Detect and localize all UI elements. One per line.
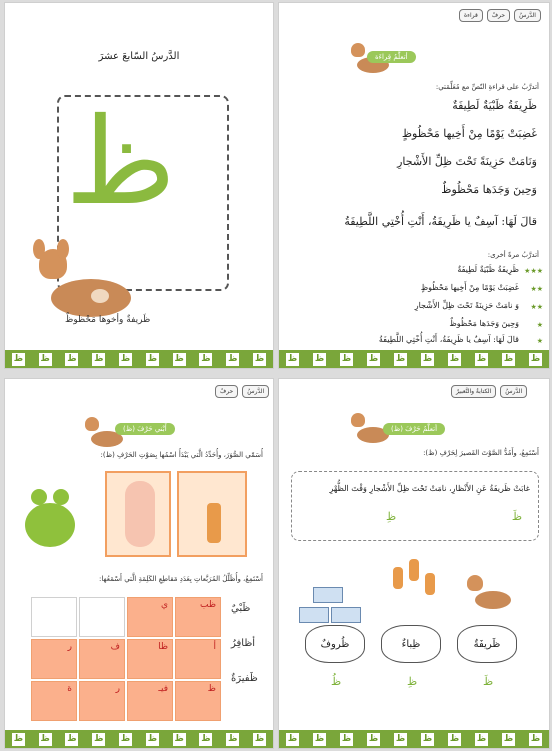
word: ظَفيرَةٌ — [231, 673, 258, 684]
tab[interactable]: الدَّرسُ — [500, 385, 527, 398]
stars: ★ — [536, 321, 543, 329]
grid-cell[interactable]: ي — [127, 597, 173, 637]
footer-strip — [5, 350, 273, 368]
strip-letter: ظ — [314, 354, 325, 364]
strip-letter: ظ — [449, 354, 460, 364]
sentence-box — [291, 471, 539, 541]
sentence-letter: ظِ — [386, 510, 397, 523]
header-tabs — [215, 385, 269, 398]
instruction: أَسْتَمِعُ، وأَمُدُّ الصَّوْتَ القَصيرَ لِحَرْفِ (ظ): — [423, 449, 539, 457]
footer-strip — [279, 350, 549, 368]
caption: ظَريفةٌ وأخوها مَحْظوظٌ — [65, 315, 151, 325]
strip-letter: ظ — [395, 354, 406, 364]
stars: ★ — [536, 337, 543, 345]
strip-letter: ظ — [40, 354, 50, 364]
strip-letter: ظ — [201, 734, 211, 744]
header-tabs — [459, 9, 541, 22]
page-top-right — [278, 2, 550, 369]
instruction: أُسَمّي الصُّوَرَ، وأُحَدِّدُ الَّتي يَبْدَأُ اسْمُها بِصَوْتِ الحَرْفِ (ظ): — [100, 451, 263, 459]
grid-cell[interactable]: ف — [79, 639, 125, 679]
word-list — [231, 603, 258, 684]
deer-icon — [31, 239, 131, 319]
grid-cell[interactable] — [31, 597, 77, 637]
tab[interactable]: الدَّرسُ — [242, 385, 269, 398]
word: أظافِرُ — [231, 638, 256, 649]
text-line: ظَرِيفَةُ ظَبْيَةٌ لَطِيفَةٌ — [452, 99, 537, 112]
stars: ★★★ — [524, 267, 543, 275]
strip-letter: ظ — [422, 354, 433, 364]
section-badge: أَبْني حَرْفَ (ظ) — [115, 423, 175, 435]
strip-letter: ظ — [368, 734, 379, 744]
text-line: غَضِبَتْ يَوْمًا مِنْ أَخِيها مَحْظُوظٍ — [401, 127, 537, 140]
strip-letter: ظ — [254, 354, 265, 364]
strip-letter: ظ — [254, 734, 265, 744]
stars: ★★ — [530, 303, 543, 311]
strip-letter: ظ — [228, 734, 238, 744]
strip-letter: ظ — [147, 734, 158, 744]
cloud-letter: ظُ — [331, 675, 342, 688]
word-cloud[interactable]: ظَريفَةٌ — [457, 625, 517, 663]
strip-letter: ظ — [530, 734, 541, 744]
grid-cell[interactable]: أ — [175, 639, 221, 679]
text-line: وَحِينَ وَجَدَها مَحْظُوظٌ — [441, 183, 537, 196]
strip-letter: ظ — [120, 734, 131, 744]
page-bottom-right — [278, 378, 550, 749]
strip-letter: ظ — [94, 354, 104, 364]
sentence-letter: ظَ — [511, 510, 522, 523]
tab[interactable]: حرفُ — [487, 9, 510, 22]
word-cloud[interactable]: ظُروفٌ — [305, 625, 365, 663]
syllable-grid — [31, 597, 221, 721]
strip-letter: ظ — [287, 354, 298, 364]
grid-cell[interactable]: ظا — [127, 639, 173, 679]
strip-letter: ظ — [476, 354, 487, 364]
instruction: أتدرَّبُ على قراءةِ النّصِّ مع مُعَلِّمَتي: — [435, 83, 539, 91]
word: ظَبْيٌ — [231, 603, 251, 614]
grid-cell[interactable]: ظب — [175, 597, 221, 637]
footer-strip — [279, 730, 549, 748]
footer-strip — [5, 730, 273, 748]
strip-letter: ظ — [174, 354, 184, 364]
strip-letter: ظ — [341, 734, 352, 744]
text-line: وَ نامَتْ حَزِينَةً تَحْتَ ظِلِّ الأَشْجارِ — [414, 301, 519, 310]
big-letter: ظ — [65, 93, 176, 232]
sentence: غابَتْ ظَريفَةُ عَنِ الأَنْظارِ، نامَتْ تَحْتَ ظِلِّ الأَشْجارِ وَقْتَ الظُّهْرِ — [329, 484, 530, 493]
strip-letter: ظ — [395, 734, 406, 744]
strip-letter: ظ — [174, 734, 184, 744]
strip-letter: ظ — [449, 734, 460, 744]
strip-letter: ظ — [67, 354, 77, 364]
gazelle-icon — [383, 559, 443, 623]
section-badge: أتعلَّمُ قِراءَة — [367, 51, 416, 63]
text-line: ظَرِيفَةُ ظَبْيَةٌ لَطِيفَةٌ — [457, 265, 519, 274]
text-line: وَنَامَتْ حَزِينَةً تَحْتَ ظِلِّ الأَشْجارِ — [397, 155, 537, 168]
tab[interactable]: الكتابةُ والتَّعبيرُ — [451, 385, 496, 398]
strip-letter: ظ — [201, 354, 211, 364]
grid-cell[interactable]: ظ — [175, 681, 221, 721]
strip-letter: ظ — [147, 354, 158, 364]
strip-letter: ظ — [503, 354, 514, 364]
tab[interactable]: قراءة — [459, 9, 483, 22]
strip-letter: ظ — [368, 354, 379, 364]
header-tabs — [451, 385, 527, 398]
tab[interactable]: حرفُ — [215, 385, 238, 398]
page-top-left — [4, 2, 274, 369]
deer-icon — [465, 571, 511, 611]
gazelle-icon[interactable] — [177, 471, 247, 557]
strip-letter: ظ — [67, 734, 77, 744]
page-bottom-left — [4, 378, 274, 749]
text-line: غَضِبَتْ يَوْمًا مِنْ أَخِيها مَحْظُوظٍ — [420, 283, 519, 292]
strip-letter: ظ — [503, 734, 514, 744]
strip-letter: ظ — [13, 354, 24, 364]
strip-letter: ظ — [228, 354, 238, 364]
strip-letter: ظ — [314, 734, 325, 744]
cloud-letter: ظَ — [483, 675, 494, 688]
instruction: أَسْتَمِعُ، وأُظَلِّلُ المُرَبَّعاتِ بِعَدَدِ مَقاطِعِ الكَلِمَةِ الَّتي أَسْمَعُها: — [99, 575, 263, 583]
section-badge: أتعلَّمُ حَرْفَ (ظ) — [383, 423, 445, 435]
strip-letter: ظ — [40, 734, 50, 744]
text-line: وَحِينَ وَجَدَها مَحْظُوظٌ — [449, 319, 519, 328]
frog-icon[interactable] — [19, 483, 81, 553]
strip-letter: ظ — [287, 734, 298, 744]
grid-cell[interactable]: ر — [31, 639, 77, 679]
tab[interactable]: الدَّرسُ — [514, 9, 541, 22]
strip-letter: ظ — [120, 354, 131, 364]
lesson-title: الدَّرسُ السّابعَ عشرَ — [98, 51, 180, 62]
text-line: قالَ لَهَا: آسِفٌ يا ظَرِيفَةُ، أَنْتِ أُخْتِي اللَّطِيفَةُ — [378, 335, 519, 344]
strip-letter: ظ — [341, 354, 352, 364]
strip-letter: ظ — [94, 734, 104, 744]
stars: ★★ — [530, 285, 543, 293]
grid-cell[interactable] — [79, 597, 125, 637]
grid-cell[interactable]: فيـ — [127, 681, 173, 721]
grid-cell[interactable]: ة — [31, 681, 77, 721]
fingernail-icon[interactable] — [105, 471, 171, 557]
cloud-letter: ظِ — [407, 675, 418, 688]
strip-letter: ظ — [13, 734, 24, 744]
strip-letter: ظ — [422, 734, 433, 744]
strip-letter: ظ — [530, 354, 541, 364]
strip-letter: ظ — [476, 734, 487, 744]
grid-cell[interactable]: ر — [79, 681, 125, 721]
text-line: قالَ لَهَا: آسِفٌ يا ظَرِيفَةُ، أَنْتِ أُخْتِي اللَّطِيفَةُ — [344, 215, 537, 228]
word-cloud[interactable]: ظِباءٌ — [381, 625, 441, 663]
instruction: أتدرَّبُ مرةً أخرى: — [487, 251, 539, 259]
